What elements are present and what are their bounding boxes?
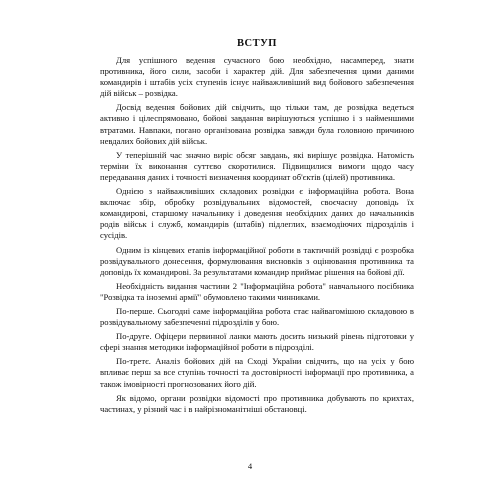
paragraph-1: Для успішного ведення сучасного бою необхідно, насамперед, знати противника, його сили, засоби і характер дій. Для забезпечення цими даними командирів і штабів усіх ступенів існує найважливіший вид бойового забезпечення дій військ – розвідка.: [100, 55, 414, 99]
paragraph-8: По-друге. Офіцери первинної ланки мають досить низький рівень підготовки у сфері знання методики інформаційної роботи в підрозділі.: [100, 331, 414, 353]
paragraph-2: Досвід ведення бойових дій свідчить, що тільки там, де розвідка ведеться активно і цілеспрямовано, бойові завдання вирішуються успішно і з найменшими втратами. Навпаки, погано організована розвідка завжди була головною причиною невдалих бойових дій військ.: [100, 102, 414, 146]
paragraph-10: Як відомо, органи розвідки відомості про противника добувають по крихтах, частинах, у різний час і в найрізноманітніші обстановці.: [100, 392, 414, 414]
page-number: 4: [247, 461, 253, 471]
page-title: ВСТУП: [237, 38, 277, 49]
paragraph-9: По-третє. Аналіз бойових дій на Сході України свідчить, що на усіх у бою впливає перш за все ступінь точності та достовірності інформації про противника, а також імовірності прогнозованих його дій.: [100, 356, 414, 389]
paragraph-7: По-перше. Сьогодні саме інформаційна робота стає найвагомішою складовою в розвідувальному забезпеченні підрозділів у бою.: [100, 305, 414, 328]
paragraph-6: Необхідність видання частини 2 "Інформаційна робота" навчального посібника "Розвідка та іноземні армії" обумовлено такими чинниками.: [100, 280, 414, 302]
paragraph-5: Одним із кінцевих етапів інформаційної роботи в тактичній розвідці є розробка розвідувального донесення, формулювання висновків з оцінювання противника та доповідь їх командирові. За результатами командир приймає рішення на бойові дії.: [100, 244, 414, 277]
paragraph-4: Однією з найважливіших складових розвідки є інформаційна робота. Вона включає збір, обробку розвідувальних відомостей, своєчасну доповідь їх командирові, старшому начальнику і доведення необхідних даних до начальників родів військ і служб, командирів (штабів) підлеглих, взаємодіючих підрозділів і сусідів.: [100, 186, 414, 241]
paragraph-3: У теперішній час значно виріс обсяг завдань, які вирішує розвідка. Натомість терміни їх виконання суттєво скоротилися. Підвищилися вимоги щодо часу передавання даних і точності визначення координат об'єктів (цілей) противника.: [100, 149, 414, 182]
